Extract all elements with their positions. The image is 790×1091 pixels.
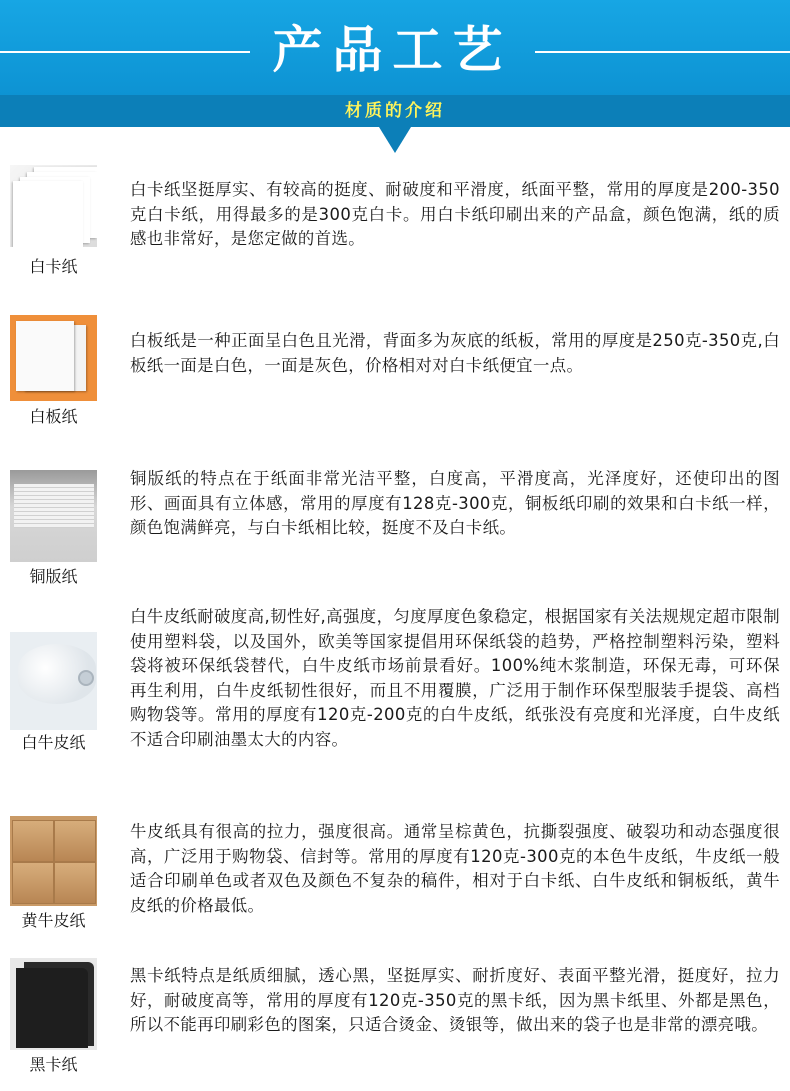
material-description: 白板纸是一种正面呈白色且光滑，背面多为灰底的纸板，常用的厚度是250克-350克,白板纸一面是白色，一面是灰色，价格相对对白卡纸便宜一点。 bbox=[130, 331, 780, 375]
material-item-white-kraft bbox=[0, 600, 790, 800]
material-item-white-board bbox=[0, 310, 790, 430]
header-banner bbox=[0, 0, 790, 95]
material-item-coated bbox=[0, 462, 790, 592]
material-label: 白牛皮纸 bbox=[21, 733, 86, 752]
material-label: 铜版纸 bbox=[29, 567, 78, 586]
section-bar bbox=[0, 95, 790, 127]
material-label: 白卡纸 bbox=[29, 257, 78, 276]
page-title: 产品工艺 bbox=[272, 21, 513, 79]
material-item-yellow-kraft bbox=[0, 812, 790, 942]
black-card-paper-image bbox=[10, 958, 97, 1050]
white-board-paper-image bbox=[10, 315, 97, 401]
material-label: 白板纸 bbox=[29, 407, 78, 426]
material-description: 牛皮纸具有很高的拉力，强度很高。通常呈棕黄色，抗撕裂强度、破裂功和动态强度很高，广泛用于购物袋、信封等。常用的厚度有120克-300克的本色牛皮纸，牛皮纸一般适合印刷单色或者双色及颜色不复杂的稿件，相对于白卡纸、白牛皮纸和铜板纸，黄牛皮纸的价格最低。 bbox=[130, 822, 780, 915]
down-arrow-icon bbox=[379, 127, 411, 153]
material-label: 黄牛皮纸 bbox=[21, 911, 86, 930]
white-kraft-paper-roll-image bbox=[10, 632, 97, 730]
material-description: 白卡纸坚挺厚实、有较高的挺度、耐破度和平滑度，纸面平整，常用的厚度是200-350克白卡纸，用得最多的是300克白卡。用白卡纸印刷出来的产品盒，颜色饱满，纸的质感也非常好，是您定做的首选。 bbox=[130, 180, 780, 248]
material-description: 白牛皮纸耐破度高,韧性好,高强度，匀度厚度色象稳定，根据国家有关法规规定超市限制使用塑料袋，以及国外，欧美等国家提倡用环保纸袋的趋势，严格控制塑料污染，塑料袋将被环保纸袋替代，白牛皮纸市场前景看好。100%纯木浆制造，环保无毒，可环保再生利用，白牛皮纸韧性很好，而且不用覆膜，广泛用于制作环保型服装手提袋、高档购物袋等。常用的厚度有120克-200克的白牛皮纸，纸张没有亮度和光泽度，白牛皮纸不适合印刷油墨太大的内容。 bbox=[130, 607, 780, 749]
material-description: 铜版纸的特点在于纸面非常光洁平整，白度高，平滑度高，光泽度好，还使印出的图形、画面具有立体感，常用的厚度有128克-300克，铜板纸印刷的效果和白卡纸一样，颜色饱满鲜亮，与白卡纸相比较，挺度不及白卡纸。 bbox=[130, 469, 780, 537]
coated-paper-image bbox=[10, 470, 97, 562]
material-item-black-card bbox=[0, 954, 790, 1091]
material-description: 黑卡纸特点是纸质细腻，透心黑，坚挺厚实、耐折度好、表面平整光滑，挺度好，拉力好，耐破度高等，常用的厚度有120克-350克的黑卡纸，因为黑卡纸里、外都是黑色，所以不能再印刷彩色的图案，只适合烫金、烫银等，做出来的袋子也是非常的漂亮哦。 bbox=[130, 966, 780, 1034]
banner-right-rule bbox=[535, 51, 790, 53]
material-label: 黑卡纸 bbox=[29, 1055, 78, 1074]
white-card-paper-image bbox=[10, 165, 97, 247]
yellow-kraft-paper-image bbox=[10, 816, 97, 906]
section-subtitle: 材质的介绍 bbox=[345, 101, 445, 121]
material-item-white-card bbox=[0, 160, 790, 280]
banner-left-rule bbox=[0, 51, 250, 53]
